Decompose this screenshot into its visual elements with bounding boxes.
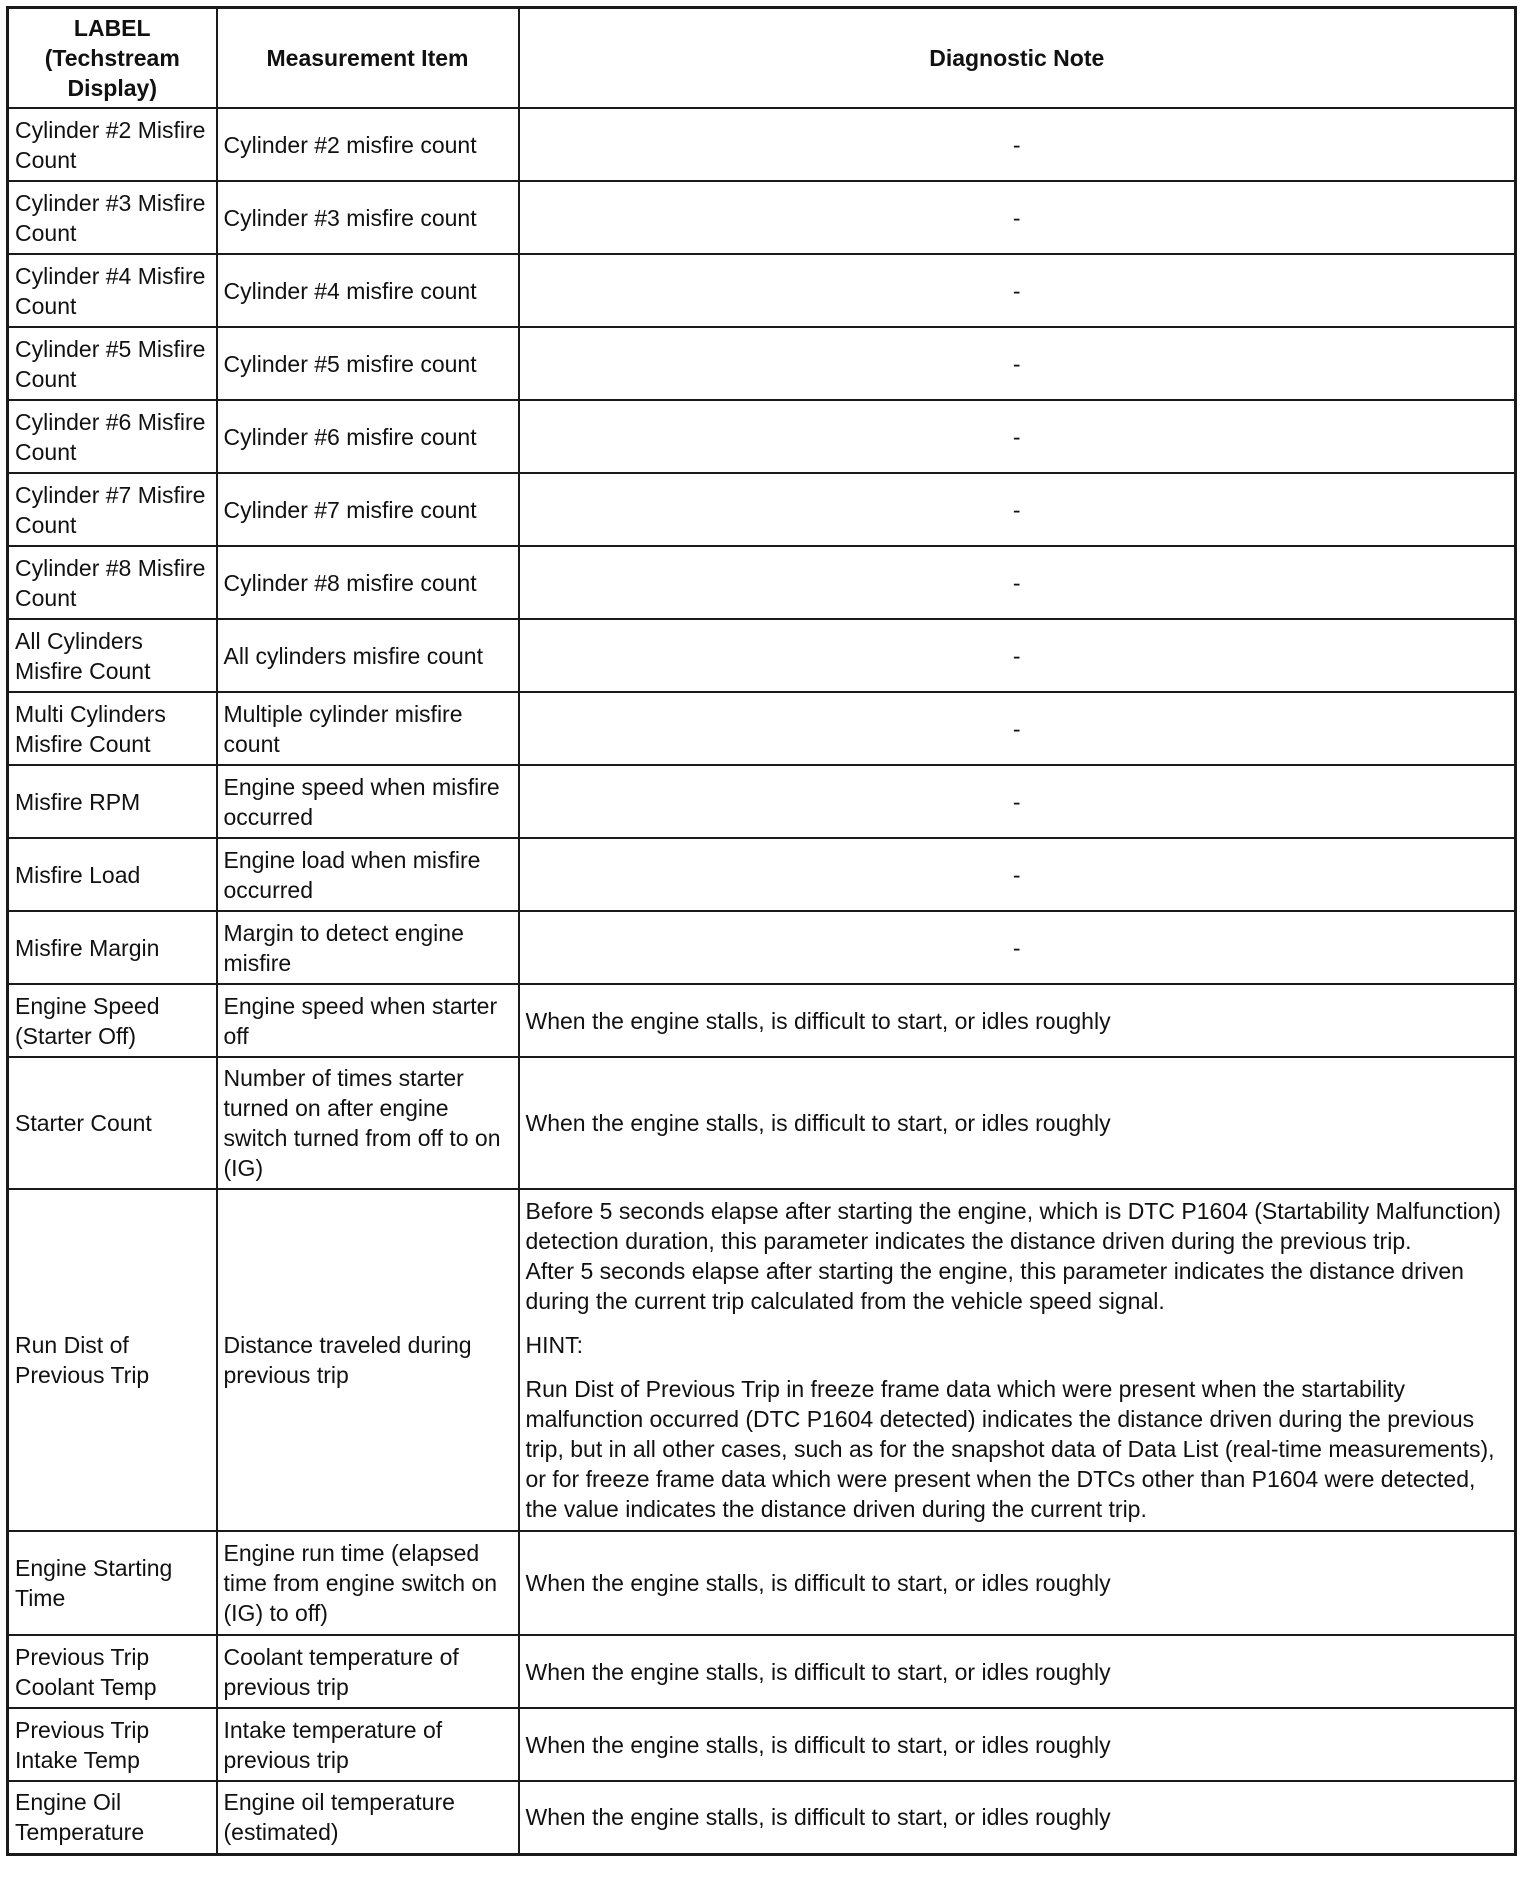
cell-label: Previous Trip Intake Temp	[8, 1708, 217, 1781]
cell-item: Distance traveled during previous trip	[217, 1189, 519, 1531]
table-row	[8, 1057, 1516, 1189]
cell-label: Cylinder #2 Misfire Count	[8, 108, 217, 181]
table-row	[8, 181, 1516, 254]
cell-label: Cylinder #3 Misfire Count	[8, 181, 217, 254]
cell-note: -	[519, 254, 1516, 327]
table-row	[8, 473, 1516, 546]
table-row	[8, 838, 1516, 911]
cell-note	[519, 1189, 1516, 1531]
cell-note: -	[519, 546, 1516, 619]
cell-note: When the engine stalls, is difficult to start, or idles roughly	[519, 1531, 1516, 1635]
cell-note: When the engine stalls, is difficult to start, or idles roughly	[519, 1781, 1516, 1854]
cell-label: Misfire RPM	[8, 765, 217, 838]
table-row	[8, 546, 1516, 619]
cell-item: Cylinder #5 misfire count	[217, 327, 519, 400]
cell-item: Cylinder #6 misfire count	[217, 400, 519, 473]
cell-note: -	[519, 619, 1516, 692]
table-row	[8, 911, 1516, 984]
cell-label: Cylinder #7 Misfire Count	[8, 473, 217, 546]
cell-note: -	[519, 911, 1516, 984]
cell-item: Cylinder #4 misfire count	[217, 254, 519, 327]
cell-note: When the engine stalls, is difficult to start, or idles roughly	[519, 1057, 1516, 1189]
cell-item: Cylinder #2 misfire count	[217, 108, 519, 181]
cell-item: Engine run time (elapsed time from engine switch on (IG) to off)	[217, 1531, 519, 1635]
table-row	[8, 400, 1516, 473]
cell-label: Misfire Margin	[8, 911, 217, 984]
note-paragraph: After 5 seconds elapse after starting the engine, this parameter indicates the distance driven during the current trip calculated from the vehicle speed signal.	[525, 1258, 1464, 1314]
cell-label: Previous Trip Coolant Temp	[8, 1635, 217, 1708]
cell-note: -	[519, 838, 1516, 911]
cell-note: -	[519, 400, 1516, 473]
cell-item: Engine speed when misfire occurred	[217, 765, 519, 838]
page	[6, 6, 1514, 1856]
table-row	[8, 619, 1516, 692]
cell-note: When the engine stalls, is difficult to start, or idles roughly	[519, 1635, 1516, 1708]
table-row	[8, 1635, 1516, 1708]
cell-label: Engine Oil Temperature	[8, 1781, 217, 1854]
table-row	[8, 984, 1516, 1057]
cell-item: Cylinder #8 misfire count	[217, 546, 519, 619]
table-row	[8, 765, 1516, 838]
cell-label: Cylinder #8 Misfire Count	[8, 546, 217, 619]
table-row	[8, 108, 1516, 181]
cell-note: -	[519, 327, 1516, 400]
table-row	[8, 1781, 1516, 1854]
cell-item: Margin to detect engine misfire	[217, 911, 519, 984]
cell-item: Cylinder #7 misfire count	[217, 473, 519, 546]
cell-note: -	[519, 692, 1516, 765]
diagnostic-table	[6, 6, 1517, 1856]
cell-label: Cylinder #4 Misfire Count	[8, 254, 217, 327]
note-paragraph: Run Dist of Previous Trip in freeze frame data which were present when the startability malfunction occurred (DTC P1604 detected) indicates the distance driven during the previous trip, but in all other cases, such as for the snapshot data of Data List (real-time measurements), or for freeze frame data which were present when the DTCs other than P1604 were detected, the value indicates the distance driven during the current trip.	[525, 1376, 1495, 1522]
cell-label: Engine Starting Time	[8, 1531, 217, 1635]
cell-note: -	[519, 473, 1516, 546]
table-row	[8, 1189, 1516, 1531]
cell-item: All cylinders misfire count	[217, 619, 519, 692]
header-measurement-item: Measurement Item	[217, 8, 519, 109]
table-row	[8, 327, 1516, 400]
cell-label: Starter Count	[8, 1057, 217, 1189]
cell-item: Coolant temperature of previous trip	[217, 1635, 519, 1708]
cell-note: -	[519, 108, 1516, 181]
cell-item: Engine load when misfire occurred	[217, 838, 519, 911]
cell-note: When the engine stalls, is difficult to start, or idles roughly	[519, 984, 1516, 1057]
cell-item: Intake temperature of previous trip	[217, 1708, 519, 1781]
cell-label: Run Dist of Previous Trip	[8, 1189, 217, 1531]
cell-item: Cylinder #3 misfire count	[217, 181, 519, 254]
cell-note: When the engine stalls, is difficult to start, or idles roughly	[519, 1708, 1516, 1781]
note-hint-heading: HINT:	[525, 1332, 583, 1358]
cell-label: Engine Speed (Starter Off)	[8, 984, 217, 1057]
table-row	[8, 692, 1516, 765]
cell-note: -	[519, 765, 1516, 838]
cell-label: Cylinder #5 Misfire Count	[8, 327, 217, 400]
cell-label: Multi Cylinders Misfire Count	[8, 692, 217, 765]
table-row	[8, 1531, 1516, 1635]
cell-label: All Cylinders Misfire Count	[8, 619, 217, 692]
cell-label: Cylinder #6 Misfire Count	[8, 400, 217, 473]
cell-item: Engine speed when starter off	[217, 984, 519, 1057]
header-label: LABEL (Techstream Display)	[8, 8, 217, 109]
header-row	[8, 8, 1516, 109]
cell-label: Misfire Load	[8, 838, 217, 911]
table-row	[8, 254, 1516, 327]
cell-note: -	[519, 181, 1516, 254]
cell-item: Engine oil temperature (estimated)	[217, 1781, 519, 1854]
cell-item: Number of times starter turned on after engine switch turned from off to on (IG)	[217, 1057, 519, 1189]
header-diagnostic-note: Diagnostic Note	[519, 8, 1516, 109]
table-row	[8, 1708, 1516, 1781]
cell-item: Multiple cylinder misfire count	[217, 692, 519, 765]
note-paragraph: Before 5 seconds elapse after starting the engine, which is DTC P1604 (Startability Malfunction) detection duration, this parameter indicates the distance driven during the previous trip.	[525, 1198, 1501, 1254]
